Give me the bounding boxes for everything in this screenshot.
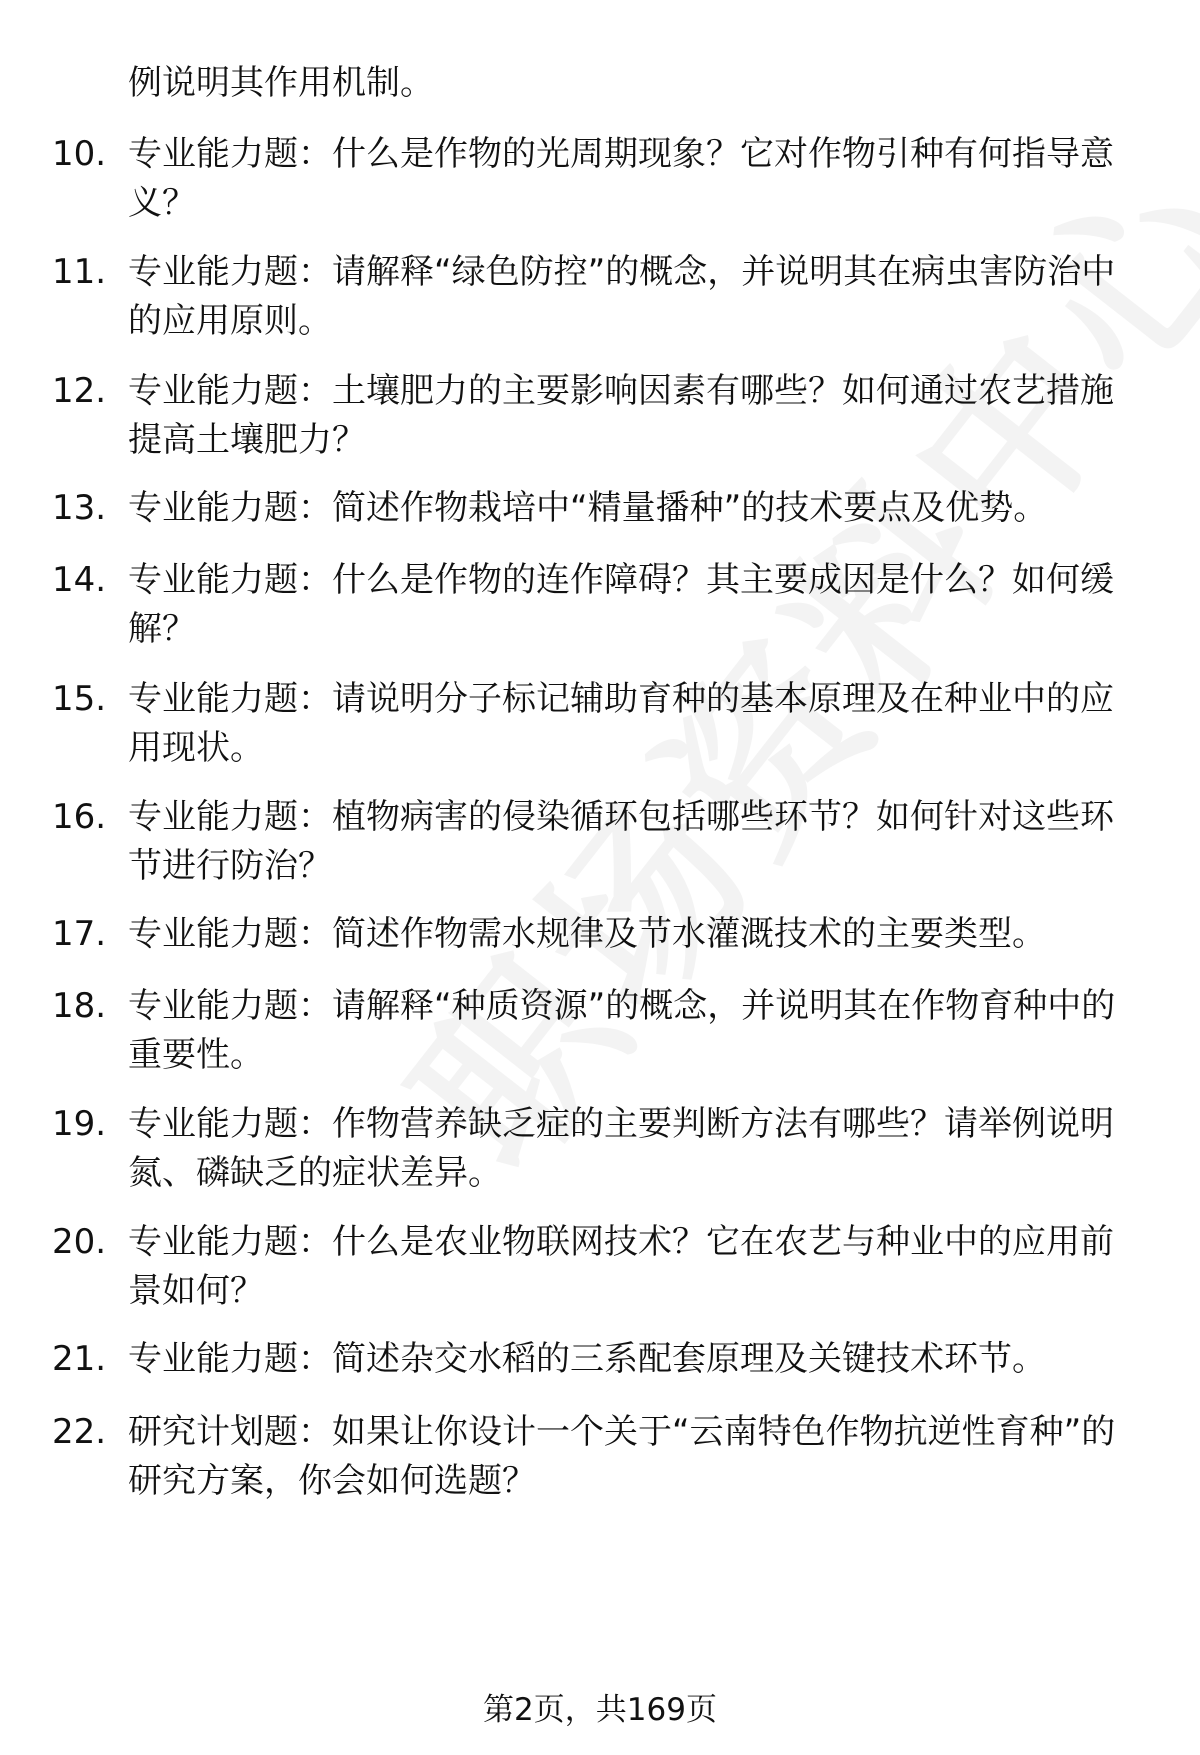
continuation-text: 例说明其作用机制。	[128, 63, 434, 103]
item-text: 专业能力题：作物营养缺乏症的主要判断方法有哪些？请举例说明氮、磷缺乏的症状差异。	[128, 1104, 1114, 1193]
item-number: 22.	[52, 1412, 107, 1452]
item-text: 专业能力题：土壤肥力的主要影响因素有哪些？如何通过农艺措施提高土壤肥力？	[128, 371, 1114, 460]
item-text: 专业能力题：简述杂交水稻的三系配套原理及关键技术环节。	[128, 1339, 1046, 1379]
item-number: 21.	[52, 1339, 107, 1379]
item-number: 17.	[52, 914, 107, 954]
item-number: 18.	[52, 986, 107, 1026]
item-text: 专业能力题：植物病害的侵染循环包括哪些环节？如何针对这些环节进行防治？	[128, 797, 1114, 886]
item-text: 专业能力题：请解释“绿色防控”的概念，并说明其在病虫害防治中的应用原则。	[128, 252, 1116, 341]
item-number: 19.	[52, 1104, 107, 1144]
item-text: 专业能力题：什么是作物的光周期现象？它对作物引种有何指导意义？	[128, 134, 1114, 223]
item-number: 14.	[52, 560, 107, 600]
page-footer: 第2页，共169页	[483, 1692, 717, 1728]
item-text: 研究计划题：如果让你设计一个关于“云南特色作物抗逆性育种”的研究方案，你会如何选题？	[128, 1412, 1116, 1501]
item-number: 20.	[52, 1222, 107, 1262]
item-text: 专业能力题：请说明分子标记辅助育种的基本原理及在种业中的应用现状。	[128, 679, 1114, 768]
item-text: 专业能力题：什么是农业物联网技术？它在农艺与种业中的应用前景如何？	[128, 1222, 1114, 1311]
item-number: 11.	[52, 252, 107, 292]
item-text: 专业能力题：简述作物需水规律及节水灌溉技术的主要类型。	[128, 914, 1046, 954]
item-text: 专业能力题：请解释“种质资源”的概念，并说明其在作物育种中的重要性。	[128, 986, 1116, 1075]
item-text: 专业能力题：简述作物栽培中“精量播种”的技术要点及优势。	[128, 488, 1048, 528]
item-number: 13.	[52, 488, 107, 528]
item-number: 12.	[52, 371, 107, 411]
item-number: 10.	[52, 134, 107, 174]
item-number: 15.	[52, 679, 107, 719]
item-text: 专业能力题：什么是作物的连作障碍？其主要成因是什么？如何缓解？	[128, 560, 1114, 649]
item-number: 16.	[52, 797, 107, 837]
